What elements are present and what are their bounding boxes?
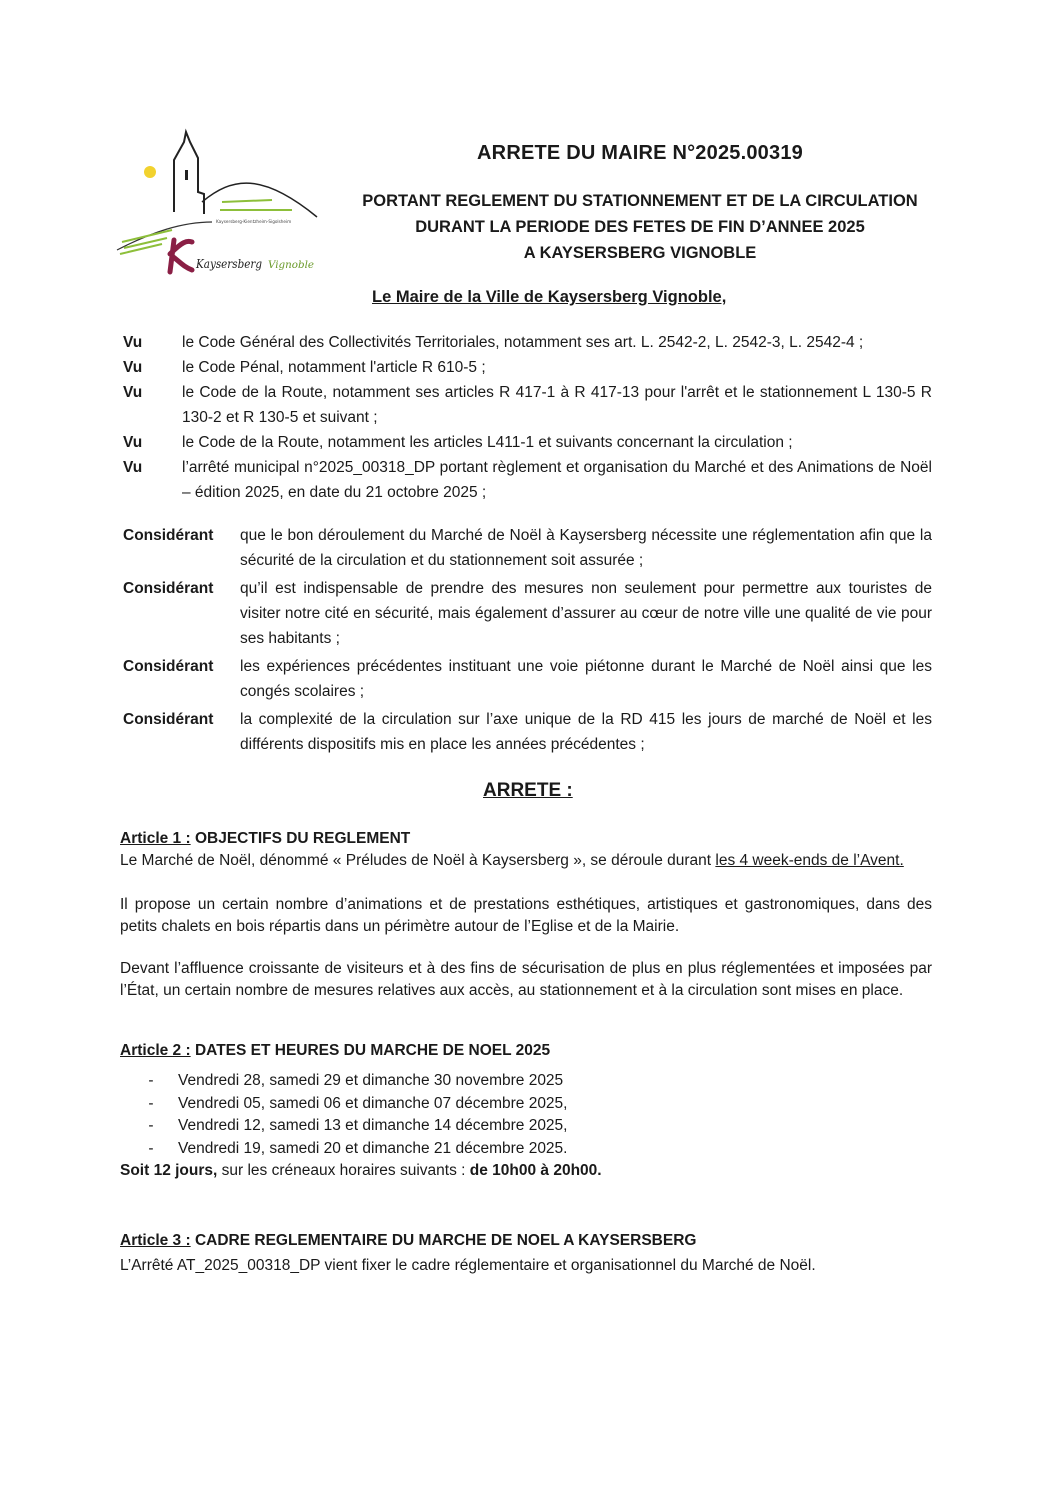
article-1-p1-underlined: les 4 week-ends de l’Avent. [715,852,904,869]
article-1-p1-text: Le Marché de Noël, dénommé « Préludes de Noël à Kaysersberg », se déroule durant [120,852,716,869]
subtitle-line: DURANT LA PERIODE DES FETES DE FIN D’ANNEE 2025 [415,218,865,236]
vu-list [120,330,932,505]
vu-text: le Code de la Route, notamment ses articles R 417-1 à R 417-13 pour l'arrêt et le stationnement L 130-5 R 130-2 et R 130-5 et suivant ; [182,384,932,426]
vines-icon [120,200,292,254]
subtitle-line: PORTANT REGLEMENT DU STATIONNEMENT ET DE LA CIRCULATION [362,192,918,210]
logo-k-letter [170,240,192,272]
considerant-label: Considérant [123,711,214,728]
article-2-label: Article 2 : [120,1042,191,1059]
market-date-item [120,1093,932,1116]
summary-days: Soit 12 jours, [120,1162,218,1179]
market-date-item [120,1115,932,1138]
considerant-item [120,523,932,573]
market-date-item [120,1138,932,1161]
vu-item [120,355,932,380]
article-1-paragraph-3: Devant l’affluence croissante de visiteurs et à des fins de sécurisation de plus en plus réglementées et imposées par l’État, un certain nombre de mesures relatives aux accès, au stationnement et à la circulation sont mises en place. [120,960,932,999]
considerant-text: qu’il est indispensable de prendre des mesures non seulement pour permettre aux touristes de visiter notre cité en sécurité, mais également d’assurer au cœur de notre ville une qualité de vie pour ses habitants ; [240,580,932,647]
considerant-item [120,576,932,651]
considerant-text: les expériences précédentes instituant une voie piétonne durant le Marché de Noël ainsi que les congés scolaires ; [240,658,932,700]
logo-small-text: Kaysersberg-Kientzheim-Sigolsheim [216,219,292,224]
document-header [0,0,1058,280]
article-3-paragraph-1: L’Arrêté AT_2025_00318_DP vient fixer le cadre réglementaire et organisationnel du Marché de Noël. [120,1257,816,1274]
vu-item [120,430,932,455]
market-dates-list [120,1070,932,1160]
article-3-title: CADRE REGLEMENTAIRE DU MARCHE DE NOEL A KAYSERSBERG [194,1232,697,1249]
considerant-item [120,707,932,757]
article-2-title: DATES ET HEURES DU MARCHE DE NOEL 2025 [194,1042,551,1059]
article-1 [120,828,932,1002]
bullet-dash: - [148,1117,154,1134]
vu-text: le Code Général des Collectivités Territoriales, notamment ses art. L. 2542-2, L. 2542-3, L. 2542-4 ; [182,334,864,351]
vu-label: Vu [123,334,143,351]
considerant-label: Considérant [123,580,214,597]
church-tower-icon [174,132,204,214]
summary-text: sur les créneaux horaires suivants : [217,1162,470,1179]
vu-label: Vu [123,434,143,451]
vu-text: le Code de la Route, notamment les articles L411-1 et suivants concernant la circulation ; [182,434,793,451]
vu-label: Vu [123,459,143,476]
market-date-text: Vendredi 19, samedi 20 et dimanche 21 décembre 2025. [178,1139,568,1157]
vu-label: Vu [123,359,143,376]
vu-text: le Code Pénal, notamment l'article R 610-5 ; [182,359,486,376]
article-3 [120,1230,932,1277]
article-1-title: OBJECTIFS DU REGLEMENT [194,830,411,847]
article-1-label: Article 1 : [120,830,191,847]
article-2 [120,1040,932,1182]
subtitle-line: A KAYSERSBERG VIGNOBLE [523,244,757,262]
bullet-dash: - [148,1072,154,1089]
document-body [0,286,932,1277]
logo-text-sub: Vignoble [268,260,315,271]
article-1-paragraph-1 [120,850,932,872]
article-1-paragraph-2: Il propose un certain nombre d’animations et de prestations esthétiques, artistiques et gastronomiques, dans des petits chalets en bois répartis dans un périmètre autour de l’Eglise et de la Mairie. [120,896,932,935]
sun-icon [144,166,156,178]
bullet-dash: - [148,1139,154,1157]
market-date-text: Vendredi 05, samedi 06 et dimanche 07 décembre 2025, [178,1094,568,1112]
vu-item [120,380,932,430]
considerant-text: la complexité de la circulation sur l’axe unique de la RD 415 les jours de marché de Noël et les différents dispositifs mis en place les années précédentes ; [240,711,932,753]
article-2-summary [120,1160,932,1182]
vu-label: Vu [123,384,143,401]
considerant-text: que le bon déroulement du Marché de Noël à Kaysersberg nécessite une réglementation afin que la sécurité de la circulation et du stationnement soit assurée ; [240,527,932,569]
decree-title: ARRETE DU MAIRE N°2025.00319 [477,142,803,164]
vu-text: l’arrêté municipal n°2025_00318_DP portant règlement et organisation du Marché et des Animations de Noël – édition 2025, en date du 21 octobre 2025 ; [182,459,932,501]
market-date-text: Vendredi 28, samedi 29 et dimanche 30 novembre 2025 [178,1072,564,1089]
arrete-heading: ARRETE : [483,780,573,801]
vu-item [120,455,932,505]
article-3-heading [120,1230,932,1252]
market-date-text: Vendredi 12, samedi 13 et dimanche 14 décembre 2025, [178,1117,568,1134]
vu-item [120,330,932,355]
summary-hours: de 10h00 à 20h00. [469,1162,602,1179]
considerant-label: Considérant [123,527,214,544]
considerant-label: Considérant [123,658,214,675]
logo-text-main: Kaysersberg [195,257,263,271]
decree-subtitle [340,188,940,266]
kaysersberg-vignoble-logo [112,122,322,282]
logo-icon [112,122,322,282]
considerant-item [120,654,932,704]
market-date-item [120,1070,932,1093]
article-2-heading [120,1040,932,1062]
article-3-label: Article 3 : [120,1232,191,1249]
bullet-dash: - [148,1094,154,1112]
considerant-list [120,523,932,757]
mayor-heading: Le Maire de la Ville de Kaysersberg Vignoble, [372,288,727,306]
article-1-heading [120,828,932,850]
